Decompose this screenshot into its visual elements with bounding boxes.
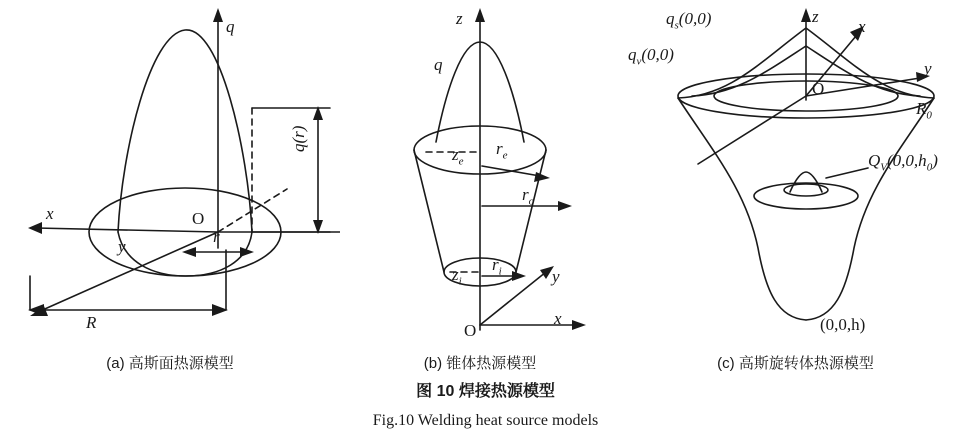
label-r-e: $r_e$ [496,139,508,162]
caption-panel-c: (c) 高斯旋转体热源模型 [717,355,874,372]
label-bottom-point: (0,0,h) [820,315,866,334]
label-r-o: $r_o$ [522,185,535,208]
label-origin: O [812,79,825,98]
label-axis-z: z [812,7,819,26]
caption-panel-a: (a) 高斯面热源模型 [106,355,234,372]
label-radius-R: R [86,313,97,332]
figure-title-cn: 图 10 焊接热源模型 [416,383,555,400]
label-q-of-r: q(r) [289,125,308,152]
label-radius-R0: $R_0$ [916,99,932,122]
label-axis-y: y [118,237,126,256]
panel-cone-heat-source [340,0,620,372]
label-z-e: $z_e$ [452,145,464,168]
label-axis-z: z [456,9,463,28]
label-axis-x: x [554,309,562,328]
panel-a-drawing [0,0,340,360]
label-q-v: $q_v(0,0)$ [628,45,674,68]
label-axis-x: x [46,204,54,223]
figure-title-en: Fig.10 Welding heat source models [372,412,599,429]
label-r-i: $r_i$ [492,255,502,278]
label-radius-r: r [213,227,220,246]
label-axis-y: y [924,59,932,78]
label-axis-x: x [858,17,866,36]
label-axis-y: y [552,267,560,286]
panel-b-drawing [340,0,620,360]
label-axis-q: q [226,17,235,36]
label-peak-q: q [434,55,443,74]
caption-panel-b: (b) 锥体热源模型 [423,355,537,372]
label-origin: O [464,321,477,340]
label-Q-V: $Q_V(0,0,h_0)$ [868,151,938,174]
label-origin: O [192,209,205,228]
label-q-s: $q_s(0,0)$ [666,9,712,32]
label-z-i: $z_i$ [452,265,462,288]
panel-gaussian-surface-heat-source [0,0,340,372]
panel-gaussian-rotary-heat-source [620,0,971,372]
